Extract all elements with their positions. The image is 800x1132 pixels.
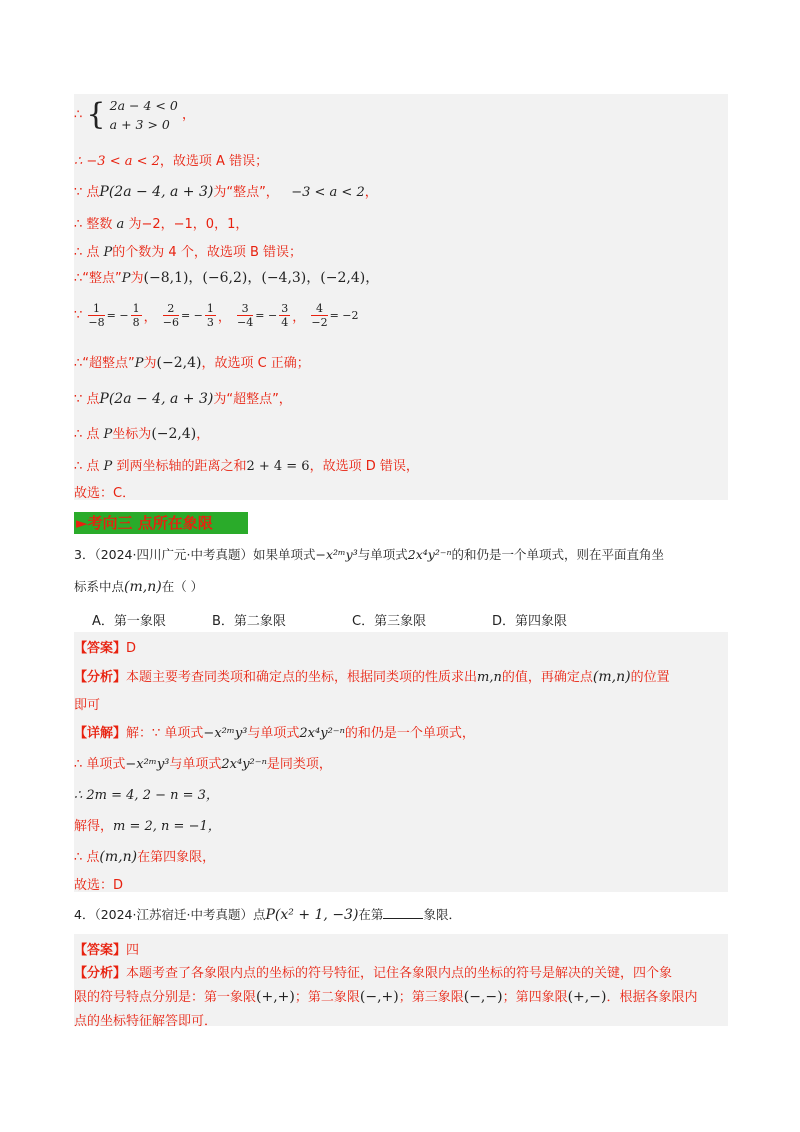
den: −4: [237, 316, 254, 329]
text: 本题考查了各象限内点的坐标的符号特征，记住各象限内点的坐标的符号是解决的关键，四个象: [126, 966, 673, 981]
var: P: [121, 271, 131, 286]
because-symbol: ∵: [74, 308, 83, 323]
text: 本题主要考查同类项和确定点的坐标，根据同类项的性质求出: [126, 670, 478, 685]
num: 1: [88, 302, 104, 316]
line-count-p: [74, 241, 302, 260]
text: ，故选项 C 正确；: [201, 356, 310, 371]
fraction: [205, 302, 216, 329]
text: 的和仍是一个单项式，: [344, 726, 475, 741]
math: ∴ 2m = 4, 2 − n = 3，: [74, 788, 219, 803]
analysis-label: 【分析】: [74, 966, 127, 981]
text: 的和仍是一个单项式，则在平面直角坐: [451, 547, 665, 562]
line-integer-points: [74, 267, 379, 287]
inequality-system: [110, 96, 178, 134]
option-a[interactable]: A．第一象限: [92, 614, 166, 629]
detail-line-4: [74, 815, 221, 834]
math: P(2a − 4, a + 3): [99, 391, 214, 407]
var: P: [134, 356, 144, 371]
math: m,n: [477, 670, 502, 685]
den: 3: [206, 316, 214, 329]
sign: (−,−): [463, 989, 503, 1005]
answer-label: 【答案】: [74, 641, 127, 656]
text: ；第三象限: [398, 990, 464, 1005]
text: 为“超整点”，: [213, 392, 292, 407]
text: 为: [143, 356, 157, 371]
num: 1: [132, 302, 140, 315]
math: −3 < a < 2: [291, 185, 365, 200]
sign: (−,+): [359, 989, 399, 1005]
fraction: [311, 302, 327, 329]
answer-line: [74, 637, 136, 656]
line-super-point: [74, 388, 292, 407]
text: 的位置: [630, 670, 670, 685]
analysis-4-line-1: [74, 962, 672, 981]
text: 如果单项式: [252, 547, 316, 562]
num: 4: [311, 302, 327, 316]
option-c[interactable]: C．第三象限: [352, 614, 427, 629]
math: −x²ᵐy³: [203, 726, 248, 741]
den: 8: [132, 316, 140, 329]
sys-line: [74, 96, 195, 134]
detail-line-2: [74, 753, 332, 772]
sign: (+,−): [567, 989, 607, 1005]
math: (−2,4): [156, 355, 202, 371]
math: −x²ᵐy³: [125, 757, 170, 772]
text: ∵ 点: [74, 392, 100, 407]
text: ∴“整点”: [74, 271, 122, 286]
var: P: [103, 427, 113, 442]
section-heading: ►考向三 点所在象限: [74, 512, 248, 534]
num: 3: [281, 302, 289, 315]
line-a-range: [74, 150, 268, 169]
answer-label: 【答案】: [74, 943, 127, 958]
text: 点: [252, 907, 266, 922]
text: 为: [130, 271, 144, 286]
math: −x²ᵐy³: [315, 547, 358, 562]
math: ∴ −3 < a < 2: [74, 154, 160, 169]
text: 故选：D: [74, 878, 124, 893]
text: ∴ 点: [74, 850, 100, 865]
math: 2 + 4 = 6: [246, 459, 310, 474]
den: 4: [281, 316, 289, 329]
line-fractions: ∵ $\frac{1}{-8}$ = − $\frac{1}{8}$ ， $\frac{2}{-6}$ = − $\frac{1}{3}$ ， $\frac{3}{-4}$ = − $\frac{3}{4}$ ， $\frac{4}{-2} = -2$: [74, 302, 359, 329]
text: ；第二象限: [294, 990, 360, 1005]
text: 与单项式: [247, 726, 300, 741]
den: −6: [162, 316, 179, 329]
sign: (+,+): [256, 989, 295, 1005]
var: P: [103, 245, 113, 260]
math: 2x⁴y²⁻ⁿ: [407, 547, 452, 562]
text: ，故选项 A 错误；: [159, 154, 269, 169]
text: 为“整点”，: [213, 185, 279, 200]
num: 2: [163, 302, 179, 316]
text: ；第四象限: [502, 990, 568, 1005]
text: ∴ 点: [74, 427, 100, 442]
option-b[interactable]: B．第二象限: [212, 614, 286, 629]
text: 标系中点: [74, 579, 125, 594]
text: ∴ 点: [74, 459, 100, 474]
fraction: [88, 302, 104, 329]
question-number: 3．: [74, 547, 95, 562]
text: 为: [128, 217, 142, 232]
den: −2: [311, 316, 328, 329]
analysis-4-line-3: [74, 1010, 217, 1029]
answer-blank[interactable]: [383, 918, 423, 919]
text: 的值，再确定点: [501, 670, 593, 685]
math: (m,n): [592, 669, 631, 685]
eq: = −: [255, 309, 278, 322]
analysis-line-2: [74, 694, 100, 713]
text: 解得，: [74, 819, 114, 834]
option-d[interactable]: D．第四象限: [492, 614, 568, 629]
detail-line-1: [74, 722, 475, 741]
text: 故选：C．: [74, 486, 136, 501]
inequality-1: 2a − 4 < 0: [109, 98, 178, 113]
math: P(x² + 1, −3): [265, 907, 359, 923]
math: (m,n): [99, 849, 138, 865]
text: ∴ 单项式: [74, 757, 126, 772]
analysis-label: 【分析】: [74, 670, 127, 685]
math: m = 2, n = −1，: [113, 819, 221, 834]
line-p-coords: [74, 423, 209, 442]
text: ，: [196, 427, 210, 442]
question-3-line-2: [74, 577, 203, 595]
text: 坐标为: [112, 427, 152, 442]
text: ∴“超整点”: [74, 356, 135, 371]
text: 在第: [358, 907, 384, 922]
text: 限的符号特点分别是：第一象限: [74, 990, 257, 1005]
var: a: [116, 217, 125, 232]
fraction: [279, 302, 290, 329]
answer-line-4: [74, 939, 139, 958]
inequality-2: a + 3 > 0: [109, 117, 170, 132]
text: 在第四象限，: [137, 850, 216, 865]
analysis-4-line-2: [74, 986, 697, 1005]
answer-value: D: [126, 641, 137, 656]
question-number: 4．: [74, 907, 95, 922]
question-source: （2024·四川广元·中考真题）: [94, 547, 253, 562]
text: 在（ ）: [161, 579, 204, 594]
text: 象限．: [423, 907, 461, 922]
brace: {: [86, 97, 106, 132]
math: 2x⁴y²⁻ⁿ: [299, 726, 345, 741]
num: 3: [237, 302, 253, 316]
text: ．根据各象限内: [606, 990, 698, 1005]
detail-line-3: [74, 784, 219, 803]
therefore-symbol: ∴: [74, 107, 83, 123]
line-integer-a: [74, 213, 248, 232]
answer-value: 四: [126, 943, 140, 958]
text: −2，−1，0，1，: [141, 217, 249, 232]
analysis-line-1: [74, 666, 670, 685]
fraction: [131, 302, 142, 329]
math: (−2,4): [151, 426, 197, 442]
text: 与单项式: [357, 547, 408, 562]
detail-line-5: [74, 846, 215, 865]
math: P(2a − 4, a + 3): [99, 184, 214, 200]
detail-label: 【详解】: [74, 726, 127, 741]
text: 即可: [74, 698, 101, 713]
text: 到两坐标轴的距离之和: [116, 459, 247, 474]
text: 是同类项，: [266, 757, 332, 772]
eq: = −: [106, 309, 129, 322]
text: 的个数为 4 个，故选项 B 错误；: [112, 245, 303, 260]
text: 解：∵ 单项式: [126, 726, 204, 741]
question-4: [74, 905, 461, 923]
text: ，故选项 D 错误，: [309, 459, 419, 474]
text: ∴ 点: [74, 245, 100, 260]
line-super-integer: [74, 352, 310, 371]
detail-line-6: [74, 874, 123, 893]
line-distance: [74, 455, 419, 474]
var: P: [103, 459, 113, 474]
math: (−8,1)，(−6,2)，(−4,3)，(−2,4)，: [143, 270, 380, 286]
text: ∴ 整数: [74, 217, 113, 232]
question-source: （2024·江苏宿迁·中考真题）: [94, 907, 253, 922]
text: 与单项式: [169, 757, 222, 772]
text: ，: [364, 185, 378, 200]
line-choice: [74, 482, 135, 501]
eq: = −2: [329, 309, 359, 322]
question-3-line-1: [74, 545, 664, 563]
line-integer-point: [74, 181, 378, 200]
math: (m,n): [124, 579, 162, 595]
fraction: [163, 302, 179, 329]
num: 1: [206, 302, 214, 315]
text: ∵ 点: [74, 185, 100, 200]
text: 点的坐标特征解答即可．: [74, 1014, 218, 1029]
den: −8: [88, 316, 105, 329]
eq: = −: [180, 309, 203, 322]
comma: ，: [181, 107, 195, 123]
fraction: [237, 302, 253, 329]
math: 2x⁴y²⁻ⁿ: [221, 757, 267, 772]
